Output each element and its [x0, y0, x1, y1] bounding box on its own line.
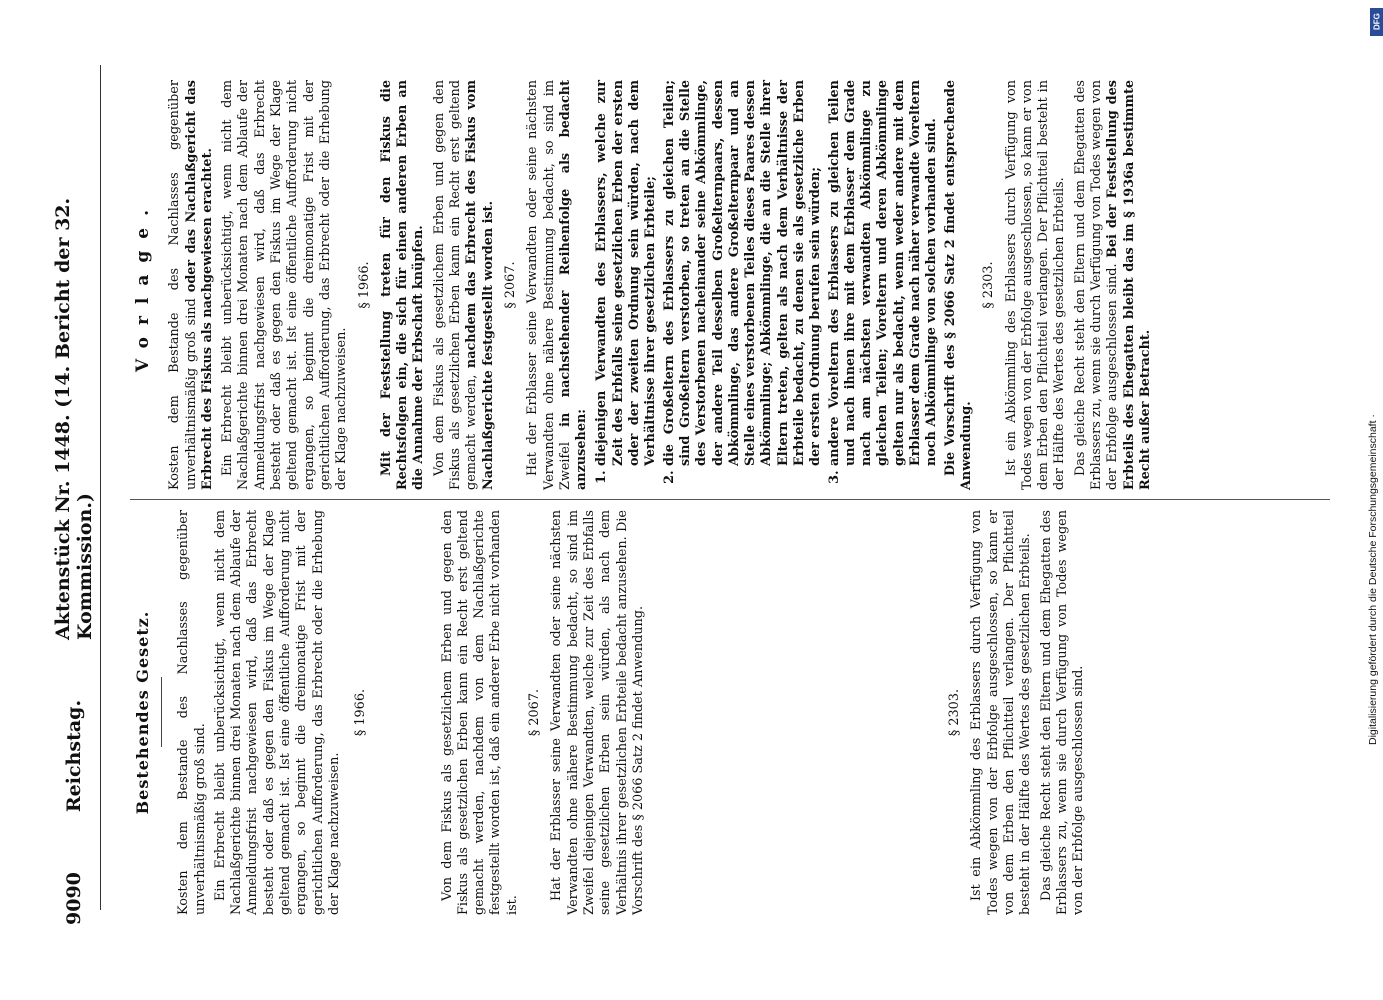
page-number: 9090 — [63, 872, 85, 925]
digitization-note — [1355, 0, 1383, 1000]
left-p6: Das gleiche Recht steht den Eltern und dem Ehegatten des Erblassers zu, wenn sie durch Verfügung von Todes wegen von der Erbfolge ausgeschlossen sind. — [1038, 510, 1087, 915]
left-p2: Ein Erbrecht bleibt unberücksichtigt, wenn nicht dem Nachlaßgerichte binnen drei Monaten nach dem Ablaufe der Anmeldungsfrist nachgewiesen wird, daß das Erbrecht besteht oder daß es gegen den Fiskus im Wege der Klage geltend gemacht ist. Ist eine öffentliche Aufforderung nicht ergangen, so beginnt die dreimonatige Frist mit der gerichtlichen Aufforderung, das Erbrecht oder die Erhebung der Klage nachzuweisen. — [212, 510, 342, 915]
left-p5: Ist ein Abkömmling des Erblassers durch Verfügung von Todes wegen von der Erbfolge ausgeschlossen, so kann er von dem Erben den Pflichtteil verlangen. Der Pflichtteil besteht in der Hälfte des Wertes des gesetzlichen Erbteils. — [969, 510, 1034, 915]
right-p5a: Hat der Erblasser seine Verwandten oder seine nächsten Verwandten ohne nähere Bestimmung bedacht, so sind im Zweifel — [525, 80, 573, 490]
right-p5b: in nachstehender Reihenfolge als bedacht anzusehen: — [557, 79, 590, 490]
right-p4a: Von dem Fiskus als gesetzlichem Erben und gegen den Fiskus als gesetzlichen Erben kann ein Recht erst geltend gemacht werden, — [431, 80, 480, 490]
header-right-title: Aktenstück Nr. 1448. (14. Bericht der 32. Kommission.) — [52, 197, 96, 640]
digitization-note-text: Digitalisierung gefördert durch die Deutsche Forschungsgemeinschaft · — [1367, 414, 1379, 745]
right-p4b: nachdem das Erbrecht des Fiskus vom Nachlaßgerichte festgestellt worden ist. — [464, 80, 496, 490]
page-header — [52, 105, 96, 925]
right-heading: Vorlage. — [133, 197, 153, 373]
right-p6: Die Vorschrift des § 2066 Satz 2 findet entsprechende Anwendung. — [942, 80, 974, 490]
right-p5 — [525, 80, 590, 490]
right-p8a: Das gleiche Recht steht den Eltern und dem Ehegatten des Erblassers zu, wenn sie durch Verfügung von Todes wegen von der Erbfolge ausgeschlossen sind. — [1072, 80, 1121, 490]
right-p8b: Bei der Feststellung des Erbteils des Ehegatten bleibt das im § 1936a bestimmte Recht außer Betracht. — [1105, 80, 1153, 490]
right-p3: Mit der Feststellung treten für den Fiskus die Rechtsfolgen ein, die sich für einen anderen Erben an die Annahme der Erbschaft knüpfen. — [378, 80, 427, 490]
left-sec-1966: § 1966. — [353, 688, 369, 737]
right-p8 — [1073, 80, 1154, 490]
right-list-item-1: 1. diejenigen Verwandten des Erblassers, welche zur Zeit des Erbfalls seine gesetzlichen Erben der ersten oder der zweiten Ordnung sein würden, nach dem Verhältnisse ihrer gesetzlichen Erbteile; — [594, 80, 659, 466]
left-p3: Von dem Fiskus als gesetzlichem Erben und gegen den Fiskus als gesetzlichen Erben kann ein Recht erst geltend gemacht werden, nachdem von dem Nachlaßgerichte festgestellt worden ist, daß ein anderer Erbe nicht vorhanden ist. — [439, 510, 520, 915]
right-p1b: oder das Nachlaßgericht das Erbrecht des Fiskus als nachgewiesen erachtet. — [183, 80, 215, 490]
right-p4 — [432, 80, 497, 490]
column-divider — [130, 499, 1330, 500]
left-column — [125, 510, 1092, 915]
right-p2: Ein Erbrecht bleibt unberücksichtigt, wenn nicht dem Nachlaßgerichte binnen drei Monaten nach dem Ablaufe der Anmeldungsfrist nachgewiesen wird, daß das Erbrecht besteht oder daß es gegen den Fiskus im Wege der Klage geltend gemacht ist. Ist eine öffentliche Aufforderung nicht ergangen, so beginnt die dreimonatige Frist mit der gerichtlichen Aufforderung, das Erbrecht oder die Erhebung der Klage nachzuweisen. — [220, 80, 350, 490]
left-p4: Hat der Erblasser seine Verwandten oder seine nächsten Verwandten ohne nähere Bestimmung bedacht, so sind im Zweifel diejenigen Verwandten, welche zur Zeit des Erbfalls seine gesetzlichen Erben sein würden, als nach dem Verhältnis ihrer gesetzlichen Erbteile bedacht anzusehen. Die Vorschrift des § 2066 Satz 2 findet Anwendung. — [549, 510, 646, 915]
left-heading: Bestehendes Gesetz. — [133, 610, 152, 815]
right-sec-2067: § 2067. — [502, 261, 518, 309]
right-p7: Ist ein Abkömmling des Erblassers durch Verfügung von Todes wegen von der Erbfolge ausgeschlossen, so kann er von dem Erben den Pflichtteil verlangen. Der Pflichtteil besteht in der Hälfte des Wertes des gesetzlichen Erbteils. — [1003, 80, 1068, 490]
header-left-title: Reichstag. — [63, 699, 85, 813]
right-list-item-3: 3. andere Voreltern des Erblassers zu gleichen Teilen und nach ihnen ihre mit dem Erblasser dem Grade nach am nächsten verwandten Abkömmlinge zu gleichen Teilen; Voreltern und deren Abkömmlinge gelten nur als bedacht, wenn weder andere mit dem Erblasser dem Grade nach näher verwandte Voreltern noch Abkömmlinge von solchen vorhanden sind. — [827, 80, 941, 466]
right-list-item-2: 2. die Großeltern des Erblassers zu gleichen Teilen; sind Großeltern verstorben, so treten an die Stelle des Verstorbenen nacheinander seine Abkömmlinge, der andere Teil desselben Großelternpaars, dessen Abkömmlinge, das andere Großelternpaar und an Stelle eines verstorbenen Teiles dieses Paares dessen Abkömmlinge; Abkömmlinge, die an die Stelle ihrer Eltern treten, gelten als nach dem Verhältnisse der Erbteile bedacht, zu denen sie als gesetzliche Erben der ersten Ordnung berufen sein würden; — [662, 80, 825, 466]
left-p1: Kosten dem Bestande des Nachlasses gegenüber unverhältnismäßig groß sind. — [176, 510, 208, 915]
header-rule — [100, 65, 101, 910]
right-sec-2303: § 2303. — [981, 261, 997, 309]
left-sec-2067: § 2067. — [527, 688, 543, 737]
right-p1a: Kosten dem Bestande des Nachlasses gegenüber unverhältnismäßig groß sind — [167, 80, 199, 490]
right-column — [125, 80, 1158, 490]
right-p1 — [167, 80, 216, 490]
left-heading-rule — [161, 678, 162, 748]
rotated-page — [0, 40, 1383, 1000]
right-list — [594, 80, 940, 490]
left-sec-2303: § 2303. — [947, 688, 963, 737]
dfg-logo: DFG — [1370, 8, 1383, 36]
right-sec-1966: § 1966. — [356, 261, 372, 309]
